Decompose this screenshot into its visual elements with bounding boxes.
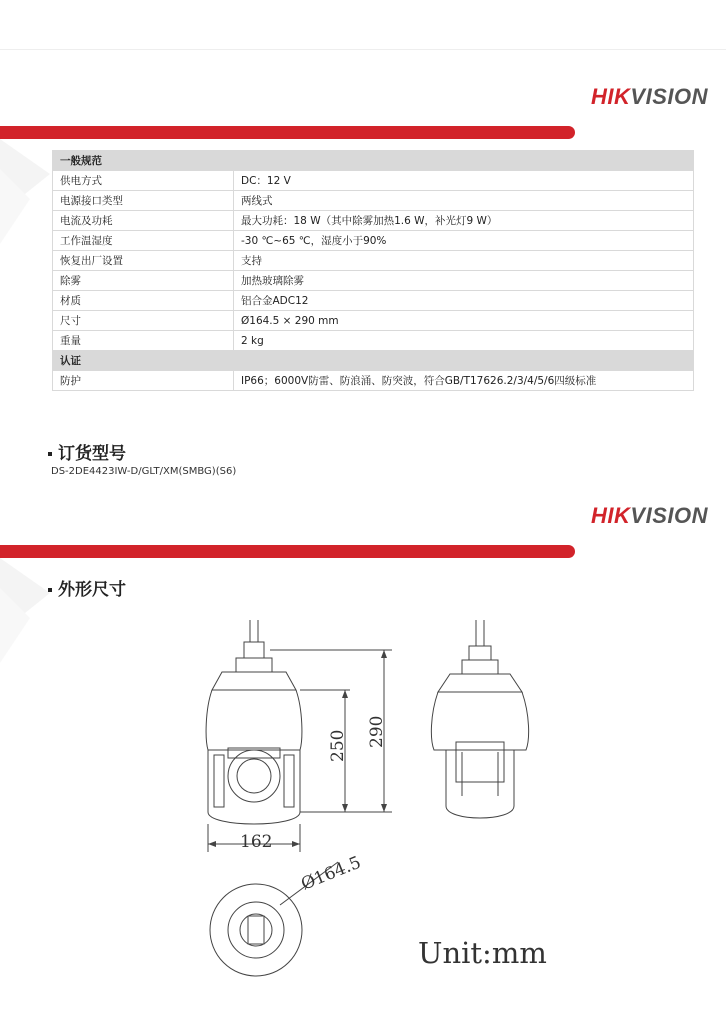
top-divider — [0, 49, 726, 50]
spec-table — [52, 150, 694, 391]
spec-key: 电源接口类型 — [53, 191, 234, 211]
red-banner-bar — [0, 126, 575, 139]
dimension-drawing — [0, 600, 726, 1013]
hikvision-logo — [591, 84, 708, 110]
unit-label: Unit:mm — [418, 936, 547, 970]
logo-hik-text: HIK — [591, 84, 631, 109]
red-banner-bar — [0, 545, 575, 558]
dimensions-title: 外形尺寸 — [58, 580, 126, 600]
spec-key: 供电方式 — [53, 171, 234, 191]
spec-value: 两线式 — [234, 191, 694, 211]
camera-side-view — [431, 620, 528, 818]
spec-key: 除雾 — [53, 271, 234, 291]
table-row — [53, 171, 694, 191]
ordering-title: 订货型号 — [58, 444, 126, 464]
table-row — [53, 331, 694, 351]
spec-value: 支持 — [234, 251, 694, 271]
hikvision-logo — [591, 503, 708, 529]
spec-value: -30 ℃~65 ℃，湿度小于90% — [234, 231, 694, 251]
table-row — [53, 231, 694, 251]
logo-hik-text: HIK — [591, 503, 631, 528]
spec-key: 材质 — [53, 291, 234, 311]
spec-value: 铝合金ADC12 — [234, 291, 694, 311]
bullet-icon — [48, 452, 52, 456]
spec-value: IP66；6000V防雷、防浪涌、防突波，符合GB/T17626.2/3/4/5/6四级标准 — [234, 371, 694, 391]
spec-value: 最大功耗：18 W（其中除雾加热1.6 W，补光灯9 W） — [234, 211, 694, 231]
spec-key: 防护 — [53, 371, 234, 391]
decorative-shape — [0, 139, 60, 249]
dimensions-heading — [48, 575, 126, 600]
spec-key: 恢复出厂设置 — [53, 251, 234, 271]
spec-value: Ø164.5 × 290 mm — [234, 311, 694, 331]
table-row — [53, 191, 694, 211]
table-row — [53, 311, 694, 331]
section-title: 一般规范 — [53, 151, 694, 171]
dim-label-290: 290 — [367, 715, 387, 748]
table-row — [53, 271, 694, 291]
spec-key: 电流及功耗 — [53, 211, 234, 231]
model-number: DS-2DE4423IW-D/GLT/XM(SMBG)(S6) — [51, 466, 237, 477]
logo-vision-text: VISION — [630, 503, 708, 528]
table-row — [53, 211, 694, 231]
camera-front-view — [206, 620, 302, 824]
dim-label-diameter: Ø164.5 — [298, 852, 364, 895]
ordering-heading — [48, 439, 126, 464]
section-header-certification — [53, 351, 694, 371]
table-row — [53, 371, 694, 391]
dim-label-250: 250 — [328, 729, 348, 762]
spec-value: DC：12 V — [234, 171, 694, 191]
table-row — [53, 291, 694, 311]
spec-key: 工作温湿度 — [53, 231, 234, 251]
spec-key: 重量 — [53, 331, 234, 351]
spec-value: 2 kg — [234, 331, 694, 351]
spec-value: 加热玻璃除雾 — [234, 271, 694, 291]
dim-label-162: 162 — [240, 832, 273, 852]
logo-vision-text: VISION — [630, 84, 708, 109]
table-row — [53, 251, 694, 271]
section-header-general — [53, 151, 694, 171]
spec-key: 尺寸 — [53, 311, 234, 331]
section-title: 认证 — [53, 351, 694, 371]
bullet-icon — [48, 588, 52, 592]
